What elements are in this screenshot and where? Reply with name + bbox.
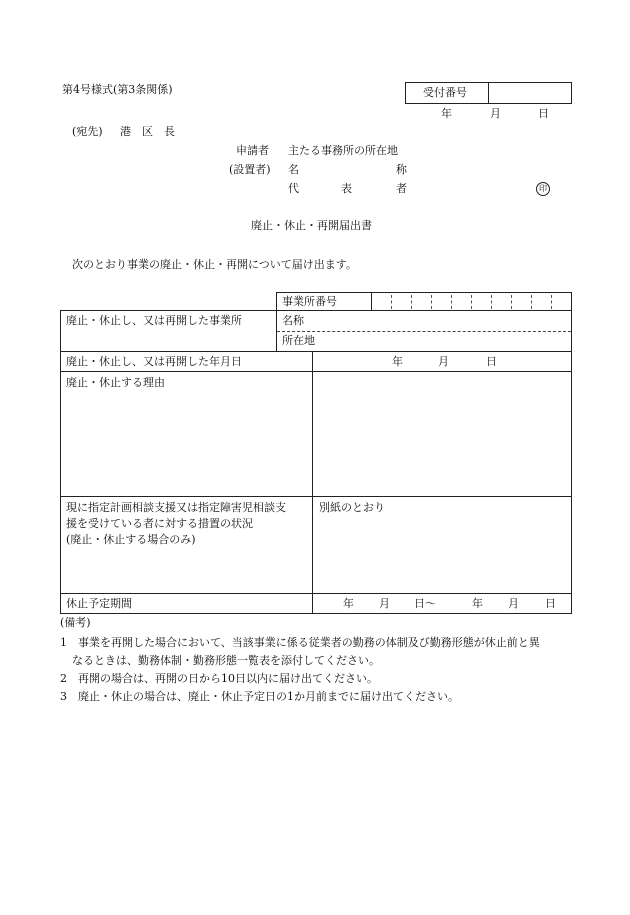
digit-separator	[471, 295, 472, 309]
period-from-year: 年	[343, 597, 354, 610]
office-address-label: 所在地	[282, 334, 315, 347]
note-2: 2 再開の場合は、再開の日から10日以内に届け出てください。	[60, 672, 378, 685]
measures-label-line2: 援を受けている者に対する措置の状況	[66, 517, 253, 530]
digit-separator	[411, 295, 412, 309]
digit-separator	[451, 295, 452, 309]
measures-label-line3: (廃止・休止する場合のみ)	[66, 533, 196, 546]
period-row	[60, 593, 572, 614]
document-title: 廃止・休止・再開届出書	[251, 219, 372, 232]
office-inner-divider	[277, 331, 571, 332]
date-row	[60, 351, 572, 372]
date-row-day: 日	[486, 355, 497, 368]
digit-separator	[491, 295, 492, 309]
applicant-rep-label-2: 表	[341, 182, 352, 195]
digit-separator	[431, 295, 432, 309]
period-label: 休止予定期間	[66, 597, 132, 610]
period-to-year: 年	[472, 597, 483, 610]
date-row-month: 月	[438, 355, 449, 368]
digit-separator	[551, 295, 552, 309]
receipt-number-label: 受付番号	[423, 86, 467, 99]
notes-heading: (備考)	[60, 616, 91, 629]
office-name-label: 名称	[282, 314, 304, 327]
measures-label-line1: 現に指定計画相談支援又は指定障害児相談支	[66, 501, 286, 514]
period-from-day: 日～	[414, 597, 436, 610]
seal-icon: 印	[536, 182, 550, 196]
date-row-label: 廃止・休止し、又は再開した年月日	[66, 355, 242, 368]
submit-date-year: 年	[441, 107, 452, 120]
office-label: 廃止・休止し、又は再開した事業所	[66, 314, 242, 327]
period-divider	[312, 594, 313, 613]
applicant-role-sub-label: (設置者)	[229, 163, 271, 176]
form-number: 第4号様式(第3条関係)	[62, 83, 173, 96]
note-3: 3 廃止・休止の場合は、廃止・休止予定日の1か月前までに届け出てください。	[60, 690, 459, 703]
period-to-day: 日	[545, 597, 556, 610]
receipt-number-box	[405, 82, 572, 104]
digit-separator	[531, 295, 532, 309]
addressee-prefix: (宛先)	[72, 125, 103, 138]
measures-divider	[312, 497, 313, 593]
note-1-line-1: 1 事業を再開した場合において、当該事業に係る従業者の勤務の体制及び勤務形態が休止前と異	[60, 636, 540, 649]
date-row-year: 年	[392, 355, 403, 368]
reason-label: 廃止・休止する理由	[66, 376, 165, 389]
submit-date-month: 月	[490, 107, 501, 120]
period-to-month: 月	[508, 597, 519, 610]
addressee-name: 港 区 長	[120, 125, 175, 138]
submit-date-day: 日	[538, 107, 549, 120]
office-number-row	[276, 292, 572, 311]
reason-divider	[312, 372, 313, 496]
note-1-line-2: なるときは、勤務体制・勤務形態一覧表を添付してください。	[72, 654, 380, 667]
applicant-rep-label-1: 代	[288, 182, 299, 195]
digit-separator	[511, 295, 512, 309]
date-row-divider	[312, 352, 313, 371]
digit-separator	[391, 295, 392, 309]
receipt-divider	[488, 83, 489, 103]
applicant-name-label-1: 名	[288, 163, 299, 176]
reason-row	[60, 371, 572, 497]
measures-value: 別紙のとおり	[319, 501, 385, 514]
applicant-rep-label-3: 者	[396, 182, 407, 195]
measures-row	[60, 496, 572, 594]
office-row	[60, 310, 572, 352]
applicant-name-label-2: 称	[396, 163, 407, 176]
office-number-divider	[371, 293, 372, 310]
period-from-month: 月	[379, 597, 390, 610]
applicant-role-label: 申請者	[236, 144, 269, 157]
applicant-address-label: 主たる事務所の所在地	[288, 144, 398, 157]
intro-text: 次のとおり事業の廃止・休止・再開について届け出ます。	[72, 258, 357, 271]
office-number-label: 事業所番号	[282, 295, 337, 308]
